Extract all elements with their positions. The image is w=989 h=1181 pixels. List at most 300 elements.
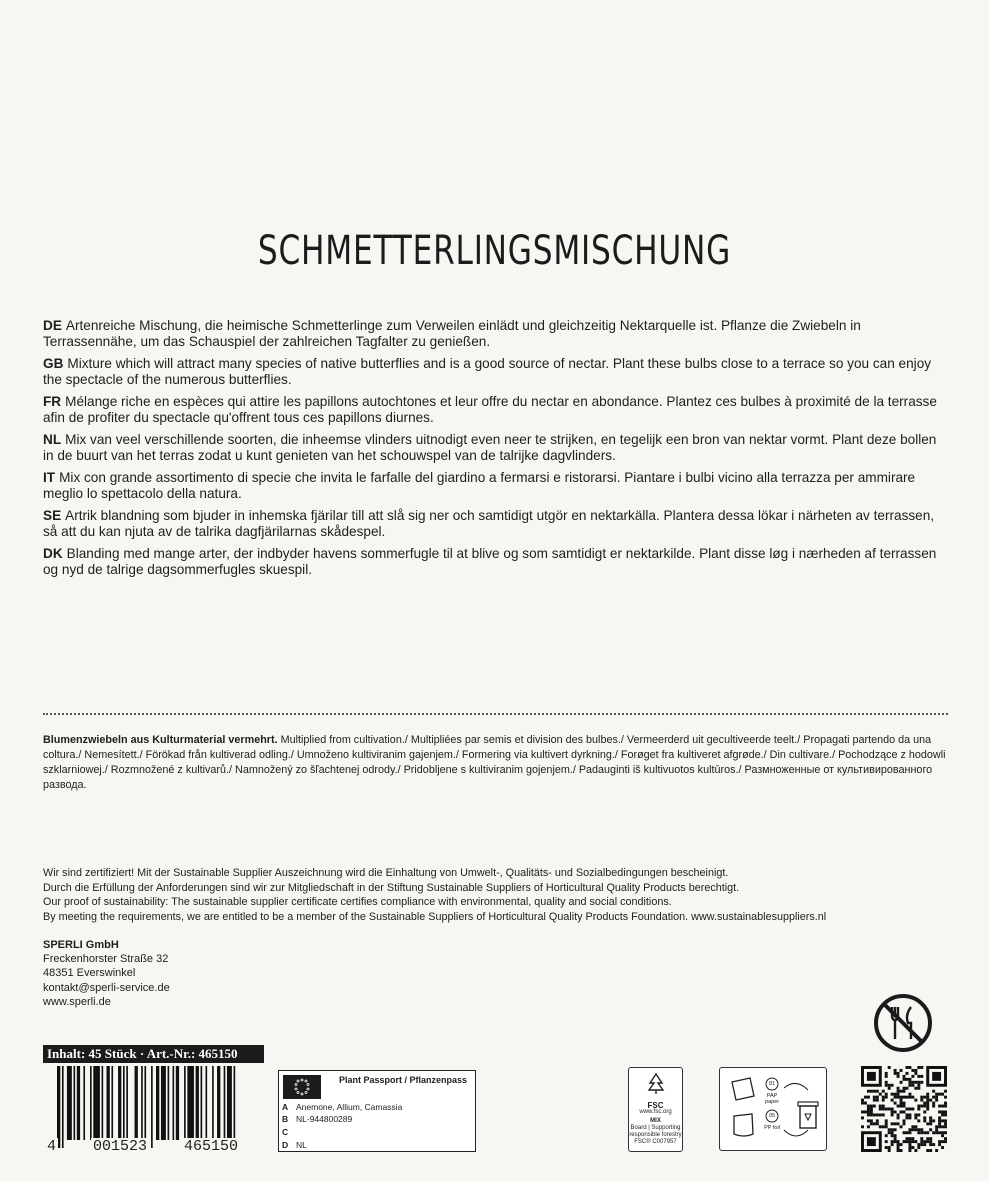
street: Freckenhorster Straße 32: [43, 953, 169, 966]
qr-module: [923, 1119, 926, 1122]
qr-module: [903, 1075, 906, 1078]
eu-flag-icon: [283, 1075, 321, 1099]
qr-module: [944, 1105, 947, 1108]
company-address: [43, 938, 170, 1009]
qr-module: [882, 1113, 885, 1116]
barcode-bar: [196, 1066, 199, 1140]
qr-module: [914, 1072, 917, 1075]
qr-module: [885, 1119, 888, 1122]
qr-module: [903, 1122, 906, 1125]
qr-module: [911, 1081, 914, 1084]
passport-row-a: A Anemone, Allium, Camassia: [282, 1102, 403, 1112]
qr-module: [861, 1102, 864, 1105]
qr-module: [885, 1093, 888, 1096]
qr-module: [903, 1140, 906, 1143]
certification-text: [43, 866, 948, 924]
foil-code: 05: [768, 1113, 776, 1119]
qr-module: [938, 1119, 941, 1122]
qr-module: [900, 1096, 903, 1099]
qr-module: [891, 1110, 894, 1113]
qr-module: [867, 1125, 870, 1128]
qr-module: [908, 1137, 911, 1140]
qr-module: [870, 1090, 873, 1093]
qr-module: [879, 1105, 882, 1108]
description-it: IT Mix con grande assortimento di specie che invita le farfalle del giardino a fermarsi e ristorarsi. Piantare i bulbi vicino alla terrazza per ammirare meglio lo spettacolo della natura.: [43, 470, 916, 501]
barcode-bar: [151, 1066, 153, 1148]
qr-module: [914, 1116, 917, 1119]
qr-module: [897, 1093, 900, 1096]
description-gb: GB Mixture which will attract many species of native butterflies and is a good source of nectar. Plant these bulbs close to a terrace so you can enjoy the spectacle of the numerous butterflies.: [43, 356, 932, 387]
qr-module: [876, 1096, 879, 1099]
qr-module: [938, 1105, 941, 1108]
qr-module: [876, 1122, 879, 1125]
qr-module: [911, 1146, 914, 1149]
qr-module: [900, 1102, 903, 1105]
qr-module: [888, 1131, 891, 1134]
qr-module: [929, 1116, 932, 1119]
qr-module: [861, 1116, 864, 1119]
qr-module: [944, 1131, 947, 1134]
qr-module: [882, 1105, 885, 1108]
qr-module: [905, 1087, 908, 1090]
website: www.sperli.de: [43, 995, 111, 1008]
qr-module: [917, 1128, 920, 1131]
qr-module: [941, 1140, 944, 1143]
qr-module: [935, 1128, 938, 1131]
qr-module: [897, 1116, 900, 1119]
qr-module: [894, 1122, 897, 1125]
passport-header: Plant Passport / Pflanzenpass: [339, 1075, 468, 1085]
qr-module: [911, 1069, 914, 1072]
qr-module: [897, 1105, 900, 1108]
qr-module: [897, 1090, 900, 1093]
qr-module: [894, 1093, 897, 1096]
qr-module: [929, 1143, 932, 1146]
qr-module: [911, 1084, 914, 1087]
barcode-bar: [187, 1066, 194, 1140]
qr-module: [894, 1072, 897, 1075]
qr-module: [879, 1125, 882, 1128]
qr-module: [926, 1108, 929, 1111]
qr-module: [917, 1081, 920, 1084]
qr-module: [923, 1131, 926, 1134]
qr-module: [941, 1146, 944, 1149]
qr-module: [929, 1128, 932, 1131]
qr-module: [920, 1137, 923, 1140]
qr-module: [917, 1119, 920, 1122]
qr-module: [941, 1105, 944, 1108]
qr-module: [941, 1131, 944, 1134]
barcode-bar: [227, 1066, 232, 1140]
description-fr: FR Mélange riche en espèces qui attire les papillons autochtones et leur offre du nectar en abondance. Plantez ces bulbes à proximité de la terrasse afin de profiter du spectacle qu'offrent tous ces papillons diurnes.: [43, 394, 937, 425]
qr-module: [914, 1149, 917, 1152]
qr-module: [908, 1143, 911, 1146]
qr-module: [944, 1096, 947, 1099]
qr-module: [908, 1108, 911, 1111]
qr-module: [888, 1084, 891, 1087]
qr-module: [917, 1131, 920, 1134]
qr-module: [908, 1146, 911, 1149]
qr-module: [903, 1078, 906, 1081]
qr-module: [926, 1102, 929, 1105]
qr-module: [873, 1113, 876, 1116]
qr-module: [941, 1113, 944, 1116]
qr-module: [885, 1125, 888, 1128]
qr-module: [885, 1140, 888, 1143]
qr-module: [905, 1108, 908, 1111]
barcode-bar: [111, 1066, 113, 1140]
qr-module: [885, 1081, 888, 1084]
qr-module: [891, 1108, 894, 1111]
qr-module: [917, 1084, 920, 1087]
qr-module: [900, 1143, 903, 1146]
qr-module: [920, 1140, 923, 1143]
qr-module: [882, 1090, 885, 1093]
qr-module: [870, 1108, 873, 1111]
dotted-divider: [43, 713, 948, 715]
qr-module: [941, 1110, 944, 1113]
qr-module: [914, 1081, 917, 1084]
description-block: [43, 318, 948, 584]
qr-module: [882, 1096, 885, 1099]
qr-module: [894, 1096, 897, 1099]
qr-module: [908, 1140, 911, 1143]
qr-module: [870, 1110, 873, 1113]
qr-module: [923, 1102, 926, 1105]
barcode-bar: [102, 1066, 104, 1140]
qr-module: [879, 1093, 882, 1096]
description-se: SE Artrik blandning som bjuder in inhemska fjärilar till att slå sig ner och samtidigt utgör en nektarkälla. Plantera dessa lökar i närheten av terrassen, så att du kan njuta av de talrika dagfjärilarnas skådespel.: [43, 508, 935, 539]
qr-module: [891, 1093, 894, 1096]
origin-note: Blumenzwiebeln aus Kulturmaterial vermehrt. Multiplied from cultivation./ Multipliées par semis et division des bulbes./ Vermeerderd uit gecultiveerde teelt./ Propagati partendo da una coltura./ Nemesített./ Förökad från kultiverad odling./ Umnoženo kultiviranim gajenjem./ Formering via kultivert dyrkning./ Forøget fra kultiveret afgrøde./ Din cultivare./ Pochodzące z hodowli szklarniowej./ Rozmnožené z kultivarů./ Namnožený zo šľachtenej odrody./ Pridobljene s kultiviranim gojenjem./ Padauginti iš kultivuotos kultūros./ Размноженные от культивированного развода.: [43, 734, 946, 791]
paper-code: 81: [768, 1081, 776, 1087]
qr-module: [944, 1140, 947, 1143]
qr-module: [923, 1105, 926, 1108]
fsc-board: Board | Supporting responsible forestry: [629, 1125, 682, 1138]
qr-module: [932, 1096, 935, 1099]
qr-module: [944, 1137, 947, 1140]
qr-module: [888, 1128, 891, 1131]
qr-module: [926, 1105, 929, 1108]
qr-module: [903, 1102, 906, 1105]
qr-module: [911, 1128, 914, 1131]
qr-module: [861, 1110, 864, 1113]
qr-module: [891, 1084, 894, 1087]
foil-label: PP foil: [764, 1125, 780, 1131]
qr-module: [861, 1099, 864, 1102]
qr-module: [917, 1108, 920, 1111]
fsc-name: FSC: [647, 1101, 664, 1110]
qr-module: [900, 1110, 903, 1113]
barcode-first-digit: 4: [47, 1138, 57, 1155]
barcode-bar: [77, 1066, 80, 1140]
description-dk: DK Blanding med mange arter, der indbyder havens sommerfugle til at blive og som samtidigt er nektarkilde. Plant disse løg i nærheden af terrassen og nyd de talrige dagsommerfugles skuespil.: [43, 546, 937, 577]
barcode-bar: [212, 1066, 214, 1140]
qr-module: [932, 1105, 935, 1108]
qr-module: [929, 1122, 932, 1125]
city: 48351 Everswinkel: [43, 967, 136, 980]
qr-module: [926, 1131, 929, 1134]
barcode-bar: [90, 1066, 92, 1140]
qr-module: [894, 1128, 897, 1131]
qr-module: [867, 1119, 870, 1122]
qr-module: [935, 1093, 938, 1096]
qr-module: [897, 1113, 900, 1116]
qr-module: [870, 1122, 873, 1125]
qr-module: [888, 1087, 891, 1090]
qr-module: [903, 1096, 906, 1099]
qr-module: [938, 1131, 941, 1134]
qr-module: [911, 1125, 914, 1128]
qr-module: [894, 1110, 897, 1113]
qr-module: [876, 1090, 879, 1093]
qr-module: [929, 1099, 932, 1102]
qr-module: [938, 1140, 941, 1143]
qr-module: [885, 1134, 888, 1137]
qr-module: [900, 1090, 903, 1093]
qr-module: [867, 1137, 876, 1146]
qr-module: [864, 1110, 867, 1113]
qr-module: [917, 1143, 920, 1146]
qr-module: [944, 1125, 947, 1128]
qr-module: [897, 1146, 900, 1149]
qr-module: [891, 1131, 894, 1134]
qr-module: [903, 1087, 906, 1090]
qr-module: [903, 1131, 906, 1134]
qr-module: [867, 1072, 876, 1081]
qr-module: [885, 1146, 888, 1149]
qr-module: [891, 1134, 894, 1137]
qr-module: [900, 1099, 903, 1102]
qr-module: [920, 1096, 923, 1099]
qr-module: [917, 1113, 920, 1116]
qr-module: [920, 1066, 923, 1069]
barcode-bar: [173, 1066, 175, 1140]
qr-module: [944, 1113, 947, 1116]
barcode-bar: [156, 1066, 159, 1140]
qr-code-icon: [861, 1066, 947, 1152]
qr-module: [905, 1137, 908, 1140]
qr-module: [944, 1102, 947, 1105]
qr-module: [932, 1090, 935, 1093]
fsc-code: FSC® C007957: [634, 1139, 677, 1145]
barcode-bar: [57, 1066, 60, 1148]
qr-module: [923, 1143, 926, 1146]
qr-module: [908, 1084, 911, 1087]
qr-module: [905, 1078, 908, 1081]
qr-module: [941, 1125, 944, 1128]
qr-module: [908, 1116, 911, 1119]
barcode-bar: [168, 1066, 170, 1140]
qr-module: [882, 1099, 885, 1102]
no-food-icon: [873, 993, 933, 1053]
qr-module: [932, 1119, 935, 1122]
qr-module: [876, 1113, 879, 1116]
qr-module: [911, 1140, 914, 1143]
qr-module: [870, 1113, 873, 1116]
qr-module: [894, 1102, 897, 1105]
qr-module: [885, 1096, 888, 1099]
qr-module: [914, 1099, 917, 1102]
qr-module: [873, 1105, 876, 1108]
qr-module: [935, 1125, 938, 1128]
qr-module: [938, 1110, 941, 1113]
qr-module: [861, 1125, 864, 1128]
qr-module: [938, 1143, 941, 1146]
qr-module: [867, 1108, 870, 1111]
company-name: SPERLI GmbH: [43, 939, 119, 951]
barcode-bar: [144, 1066, 146, 1140]
qr-module: [873, 1096, 876, 1099]
qr-module: [944, 1119, 947, 1122]
fsc-url: www.fsc.org: [639, 1109, 672, 1115]
passport-row-b: B NL-944800289: [282, 1114, 353, 1124]
qr-module: [944, 1110, 947, 1113]
qr-module: [905, 1131, 908, 1134]
qr-module: [941, 1119, 944, 1122]
qr-module: [935, 1099, 938, 1102]
qr-module: [926, 1137, 929, 1140]
qr-module: [938, 1125, 941, 1128]
qr-module: [885, 1084, 888, 1087]
qr-module: [935, 1096, 938, 1099]
qr-module: [941, 1134, 944, 1137]
qr-module: [920, 1131, 923, 1134]
qr-module: [917, 1075, 920, 1078]
qr-module: [891, 1113, 894, 1116]
qr-module: [903, 1119, 906, 1122]
qr-module: [888, 1108, 891, 1111]
qr-module: [900, 1125, 903, 1128]
qr-module: [905, 1072, 908, 1075]
qr-module: [908, 1066, 911, 1069]
qr-module: [870, 1119, 873, 1122]
qr-module: [938, 1116, 941, 1119]
qr-module: [929, 1140, 932, 1143]
qr-module: [929, 1119, 932, 1122]
barcode-bar: [217, 1066, 220, 1140]
qr-module: [900, 1105, 903, 1108]
qr-module: [888, 1149, 891, 1152]
qr-module: [920, 1075, 923, 1078]
qr-module: [894, 1069, 897, 1072]
fsc-tree-icon: [643, 1071, 669, 1097]
barcode-bar: [123, 1066, 125, 1140]
qr-module: [914, 1140, 917, 1143]
barcode: [45, 1066, 240, 1156]
qr-module: [941, 1093, 944, 1096]
qr-module: [914, 1087, 917, 1090]
qr-module: [929, 1137, 932, 1140]
qr-module: [929, 1149, 932, 1152]
qr-module: [911, 1075, 914, 1078]
qr-module: [908, 1081, 911, 1084]
barcode-bar: [224, 1066, 226, 1140]
qr-module: [867, 1110, 870, 1113]
barcode-digits: [45, 1138, 240, 1155]
qr-module: [891, 1122, 894, 1125]
passport-row-d: D NL: [282, 1140, 307, 1150]
qr-module: [897, 1122, 900, 1125]
qr-module: [914, 1069, 917, 1072]
qr-module: [914, 1125, 917, 1128]
qr-module: [911, 1137, 914, 1140]
qr-module: [926, 1099, 929, 1102]
fsc-label: [628, 1067, 683, 1152]
qr-module: [903, 1090, 906, 1093]
qr-module: [867, 1096, 870, 1099]
qr-module: [897, 1072, 900, 1075]
qr-module: [926, 1140, 929, 1143]
qr-module: [882, 1108, 885, 1111]
qr-module: [926, 1096, 929, 1099]
qr-module: [938, 1122, 941, 1125]
qr-module: [908, 1131, 911, 1134]
fsc-mix: MIX: [650, 1118, 661, 1124]
qr-module: [914, 1113, 917, 1116]
qr-module: [873, 1122, 876, 1125]
qr-module: [923, 1110, 926, 1113]
qr-module: [926, 1122, 929, 1125]
qr-module: [885, 1075, 888, 1078]
qr-module: [879, 1108, 882, 1111]
qr-module: [908, 1078, 911, 1081]
cert-line: Our proof of sustainability: The sustainable supplier certificate certifies compliance with environmental, quality and social conditions.: [43, 896, 672, 908]
qr-module: [920, 1128, 923, 1131]
barcode-bar: [83, 1066, 85, 1140]
qr-module: [917, 1105, 920, 1108]
qr-module: [870, 1105, 873, 1108]
qr-module: [920, 1081, 923, 1084]
qr-module: [900, 1081, 903, 1084]
qr-module: [905, 1066, 908, 1069]
qr-module: [897, 1075, 900, 1078]
description-de: DE Artenreiche Mischung, die heimische Schmetterlinge zum Verweilen einlädt und gleichzeitig Nektarquelle ist. Pflanze die Zwiebeln in Terrassennähe, um das Schauspiel der zahlreichen Tagfalter zu genießen.: [43, 318, 861, 349]
barcode-bar: [74, 1066, 76, 1140]
qr-module: [908, 1113, 911, 1116]
qr-module: [914, 1128, 917, 1131]
barcode-bar: [234, 1066, 236, 1148]
paper-label: PAP paper: [764, 1093, 780, 1105]
qr-module: [864, 1102, 867, 1105]
qr-module: [905, 1140, 908, 1143]
qr-module: [905, 1116, 908, 1119]
qr-module: [903, 1105, 906, 1108]
qr-module: [891, 1099, 894, 1102]
qr-module: [876, 1099, 879, 1102]
qr-module: [897, 1096, 900, 1099]
barcode-bar: [126, 1066, 128, 1140]
qr-module: [923, 1096, 926, 1099]
qr-module: [897, 1149, 900, 1152]
qr-module: [932, 1072, 941, 1081]
qr-module: [917, 1066, 920, 1069]
qr-module: [944, 1122, 947, 1125]
qr-module: [908, 1093, 911, 1096]
qr-module: [897, 1143, 900, 1146]
qr-module: [885, 1108, 888, 1111]
qr-module: [894, 1134, 897, 1137]
content-article-label: Inhalt: 45 Stück · Art.-Nr.: 465150: [43, 1045, 264, 1063]
cert-line: By meeting the requirements, we are entitled to be a member of the Sustainable Suppliers of Horticultural Quality Products Foundation. www.sustainablesuppliers.nl: [43, 910, 827, 923]
qr-module: [867, 1113, 870, 1116]
passport-row-c: C: [282, 1127, 289, 1137]
qr-module: [917, 1146, 920, 1149]
qr-module: [905, 1113, 908, 1116]
barcode-bars: [45, 1066, 240, 1148]
barcode-group-1: 001523: [92, 1138, 147, 1155]
barcode-bar: [141, 1066, 143, 1140]
